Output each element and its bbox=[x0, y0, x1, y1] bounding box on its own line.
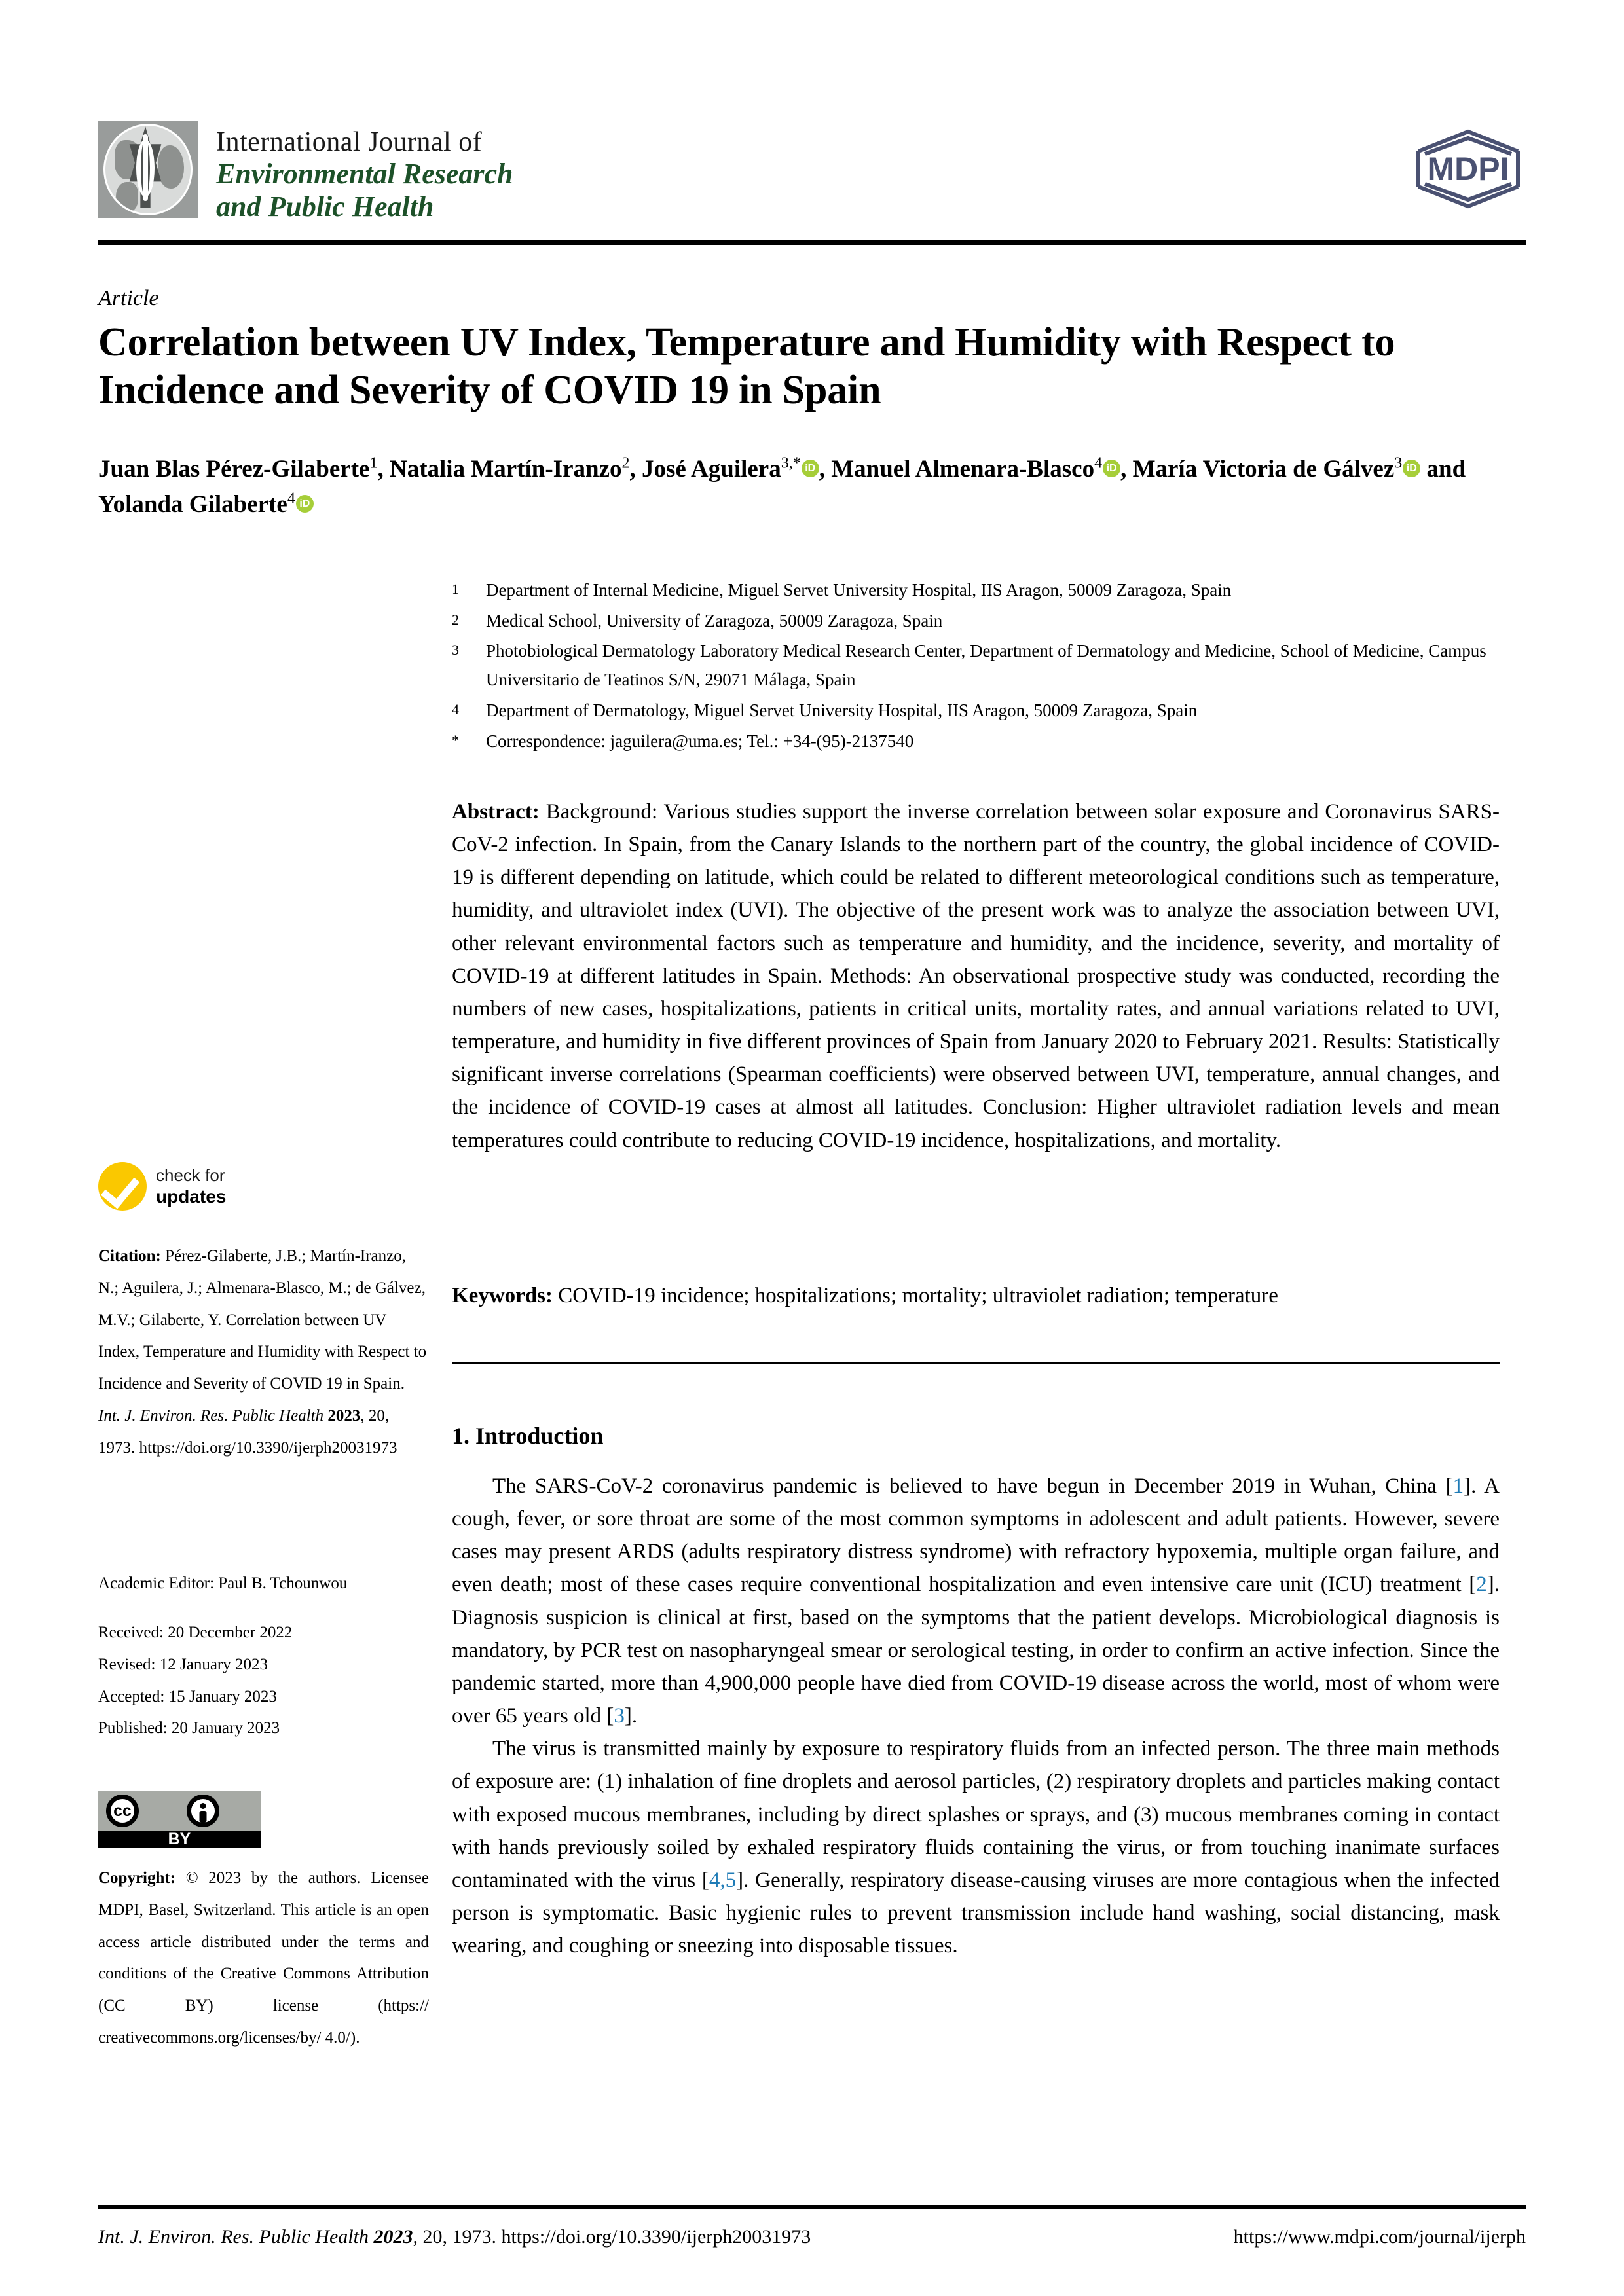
date-accepted: Accepted: 15 January 2023 bbox=[98, 1687, 277, 1705]
globe-medical-staff-icon bbox=[98, 121, 198, 218]
paragraph-2-part-a: The virus is transmitted mainly by exposure to respiratory fluids from an infected person. The three main methods of exposure are: (1) inhalation of fine droplets and aerosol particles, (2) respiratory droplets and particles making contact with exposed mucous membranes, including by direct splashes or sprays, and (3) mucous membranes coming in contact with hands previously soiled by exhaled respiratory fluids containing the virus, or from touching inanimate surfaces contaminated with the virus [ bbox=[452, 1737, 1500, 1892]
keywords-block bbox=[452, 1280, 1500, 1313]
footer-journal-url[interactable]: https://www.mdpi.com/journal/ijerph bbox=[1233, 2226, 1526, 2248]
author-affiliation-marker: 4 bbox=[1094, 454, 1103, 472]
affiliation-text: Medical School, University of Zaragoza, 50009 Zaragoza, Spain bbox=[486, 610, 943, 630]
abstract-block bbox=[452, 795, 1500, 1157]
keywords-text: COVID-19 incidence; hospitalizations; mortality; ultraviolet radiation; temperature bbox=[558, 1284, 1278, 1307]
affiliation-item bbox=[452, 637, 1493, 694]
citation-year: 2023 bbox=[327, 1406, 361, 1425]
orcid-icon[interactable]: iD bbox=[1103, 460, 1120, 477]
cc-by-label: BY bbox=[168, 1830, 191, 1848]
journal-name-line-1: International Journal of bbox=[216, 127, 483, 157]
citation-ref-3[interactable]: 3 bbox=[614, 1704, 625, 1728]
date-received: Received: 20 December 2022 bbox=[98, 1624, 293, 1641]
paragraph-1-part-c: ]. Diagnosis suspicion is clinical at first, based on the symptoms that the patient develops. Microbiological diagnosis is mandatory, by PCR test on nasopharyngeal smear or serological testing, in order to confirm an active infection. Since the pandemic started, more than 4,900,000 people have died from COVID-19 disease across the world, most of whom were over 65 years old [ bbox=[452, 1573, 1500, 1728]
abstract-label: Abstract: bbox=[452, 800, 540, 824]
orcid-icon[interactable]: iD bbox=[802, 460, 819, 477]
correspondence-item bbox=[452, 727, 1493, 756]
affiliation-item bbox=[452, 607, 1493, 636]
journal-name-line-2: Environmental Research bbox=[216, 158, 513, 191]
citation-rest: , 20, 1973. https://doi.org/10.3390/ijerph20031973 bbox=[98, 1406, 397, 1457]
paragraph-2 bbox=[452, 1732, 1500, 1962]
author-name: María Victoria de Gálvez bbox=[1132, 456, 1395, 483]
abstract-text: Background: Various studies support the inverse correlation between solar exposure and Coronavirus SARS-CoV-2 infection. In Spain, from the Canary Islands to the northern part of the country, the global incidence of COVID-19 is different depending on latitude, which could be related to different meteorological conditions such as temperature, humidity, and ultraviolet index (UVI). The objective of the present work was to analyze the association between UVI, other relevant environmental factors such as temperature and humidity, and the incidence, severity, and mortality of COVID-19 at different latitudes in Spain. Methods: An observational prospective study was conducted, recording the numbers of new cases, hospitalizations, patients in critical units, mortality rates, and annual variations related to UVI, temperature, and humidity in five different provinces of Spain from January 2020 to February 2021. Results: Statistically significant inverse correlations (Spearman coefficients) were observed between UVI, temperature, annual changes, and the incidence of COVID-19 cases at almost all latitudes. Conclusion: Higher ultraviolet radiation levels and mean temperatures could contribute to reducing COVID-19 incidence, hospitalizations, and mortality. bbox=[452, 800, 1500, 1152]
citation-ref-1[interactable]: 1 bbox=[1452, 1474, 1464, 1498]
section-heading-introduction: 1. Introduction bbox=[452, 1423, 604, 1449]
content-divider bbox=[452, 1362, 1500, 1364]
check-updates-line-1: check for bbox=[156, 1165, 225, 1186]
affiliation-marker: 4 bbox=[452, 701, 459, 718]
person-circle-icon bbox=[187, 1795, 219, 1827]
article-type-label: Article bbox=[98, 286, 159, 310]
author-list: Juan Blas Pérez-Gilaberte$^1$, Natalia Martín-Iranzo$^2$, José Aguilera$^{3,*}$ iD , Manuel Almenara-Blasco$^4$ iD , María Victoria de Gálvez$^3$ iD and Yolanda Gilaberte$^4$ iD bbox=[98, 454, 1466, 518]
footer-divider bbox=[98, 2205, 1526, 2209]
author-conjunction: and bbox=[1426, 456, 1466, 483]
check-for-updates-badge[interactable] bbox=[98, 1162, 226, 1211]
journal-masthead bbox=[98, 121, 1526, 236]
author-affiliation-marker: 3 bbox=[1394, 454, 1403, 472]
footer-journal: Int. J. Environ. Res. Public Health bbox=[98, 2226, 369, 2248]
copyright-text: © 2023 by the authors. Licensee MDPI, Basel, Switzerland. This article is an open access article distributed under the terms and conditions of the Creative Commons Attribution (CC BY) license (https:// creativecommons.org/licenses/by/ 4.0/). bbox=[98, 1869, 429, 2047]
keywords-label: Keywords: bbox=[452, 1284, 553, 1307]
affiliation-text: Photobiological Dermatology Laboratory Medical Research Center, Department of Dermatology and Medicine, School of Medicine, Campus Universitario de Teatinos S/N, 29071 Málaga, Spain bbox=[486, 641, 1486, 690]
journal-logo bbox=[98, 121, 513, 223]
correspondence-marker: * bbox=[452, 731, 459, 748]
checkmark-circle-icon bbox=[98, 1162, 147, 1211]
paragraph-1-part-d: ]. bbox=[624, 1704, 638, 1728]
author-name: José Aguilera bbox=[642, 456, 781, 483]
citation-journal: Int. J. Environ. Res. Public Health bbox=[98, 1406, 324, 1425]
citation-block bbox=[98, 1241, 429, 1464]
affiliation-item bbox=[452, 697, 1493, 725]
author-affiliation-marker: 1 bbox=[369, 454, 378, 472]
journal-title bbox=[216, 121, 513, 223]
footer-year: 2023 bbox=[373, 2226, 413, 2248]
citation-authors: Pérez-Gilaberte, J.B.; Martín-Iranzo, N.; Aguilera, J.; Almenara-Blasco, M.; de Gálvez, M.V.; Gilaberte, Y. Correlation between UV Index, Temperature and Humidity with Respect to Incidence and Severity of COVID 19 in Spain. bbox=[98, 1247, 427, 1393]
header-divider bbox=[98, 240, 1526, 245]
mdpi-logo-text: MDPI bbox=[1427, 151, 1509, 187]
orcid-icon[interactable]: iD bbox=[296, 495, 314, 513]
journal-name-line-3: and Public Health bbox=[216, 190, 434, 223]
affiliation-text: Department of Internal Medicine, Miguel Servet University Hospital, IIS Aragon, 50009 Zaragoza, Spain bbox=[486, 580, 1232, 600]
paragraph-1-part-b: ]. A cough, fever, or sore throat are some of the most common symptoms in adolescent and adult patients. However, severe cases may present ARDS (adults respiratory distress syndrome) with refractory hypoxemia, multiple organ failure, and even death; most of these cases require conventional hospitalization and even intensive care unit (ICU) treatment [ bbox=[452, 1474, 1500, 1597]
author-affiliation-marker: 3,* bbox=[781, 454, 801, 472]
page-title: Correlation between UV Index, Temperature and Humidity with Respect to Incidence and Severity of COVID 19 in Spain bbox=[98, 320, 1395, 413]
cc-circle-icon: cc bbox=[106, 1795, 139, 1827]
affiliation-marker: 2 bbox=[452, 611, 459, 628]
affiliation-marker: 3 bbox=[452, 642, 459, 659]
author-affiliation-marker: 4 bbox=[287, 490, 295, 507]
citation-label: Citation: bbox=[98, 1247, 161, 1265]
paragraph-1-part-a: The SARS-CoV-2 coronavirus pandemic is believed to have begun in December 2019 in Wuhan, China [ bbox=[492, 1474, 1453, 1498]
author-name: Manuel Almenara-Blasco bbox=[831, 456, 1095, 483]
citation-ref-2[interactable]: 2 bbox=[1476, 1573, 1487, 1597]
copyright-label: Copyright: bbox=[98, 1869, 176, 1887]
affiliation-item bbox=[452, 576, 1493, 605]
publication-dates bbox=[98, 1617, 429, 1745]
affiliation-list bbox=[452, 576, 1493, 757]
academic-editor: Academic Editor: Paul B. Tchounwou bbox=[98, 1575, 348, 1592]
author-name: Juan Blas Pérez-Gilaberte bbox=[98, 456, 370, 483]
affiliation-text: Department of Dermatology, Miguel Servet University Hospital, IIS Aragon, 50009 Zaragoza, Spain bbox=[486, 700, 1198, 720]
paragraph-2-part-b: ]. Generally, respiratory disease-causing viruses are more contagious when the infected person is symptomatic. Basic hygienic rules to prevent transmission include hand washing, social distancing, mask wearing, and coughing or sneezing into disposable tissues. bbox=[452, 1868, 1500, 1958]
check-updates-line-2: updates bbox=[156, 1186, 227, 1207]
citation-ref-4-5[interactable]: 4,5 bbox=[709, 1868, 737, 1892]
copyright-block bbox=[98, 1863, 429, 2054]
author-name: Yolanda Gilaberte bbox=[98, 490, 287, 518]
body-content bbox=[452, 1470, 1500, 1962]
creative-commons-by-icon[interactable] bbox=[98, 1791, 261, 1848]
footer-rest: , 20, 1973. https://doi.org/10.3390/ijerph20031973 bbox=[413, 2226, 811, 2248]
mdpi-logo bbox=[1411, 126, 1526, 210]
author-affiliation-marker: 2 bbox=[621, 454, 630, 472]
author-name: Natalia Martín-Iranzo bbox=[389, 456, 622, 483]
date-published: Published: 20 January 2023 bbox=[98, 1719, 280, 1738]
footer-citation bbox=[98, 2226, 811, 2248]
orcid-icon[interactable]: iD bbox=[1403, 460, 1420, 477]
affiliation-marker: 1 bbox=[452, 581, 459, 597]
correspondence-text: Correspondence: jaguilera@uma.es; Tel.: +34-(95)-2137540 bbox=[486, 731, 914, 751]
paragraph-1 bbox=[452, 1470, 1500, 1732]
date-revised: Revised: 12 January 2023 bbox=[98, 1655, 268, 1673]
